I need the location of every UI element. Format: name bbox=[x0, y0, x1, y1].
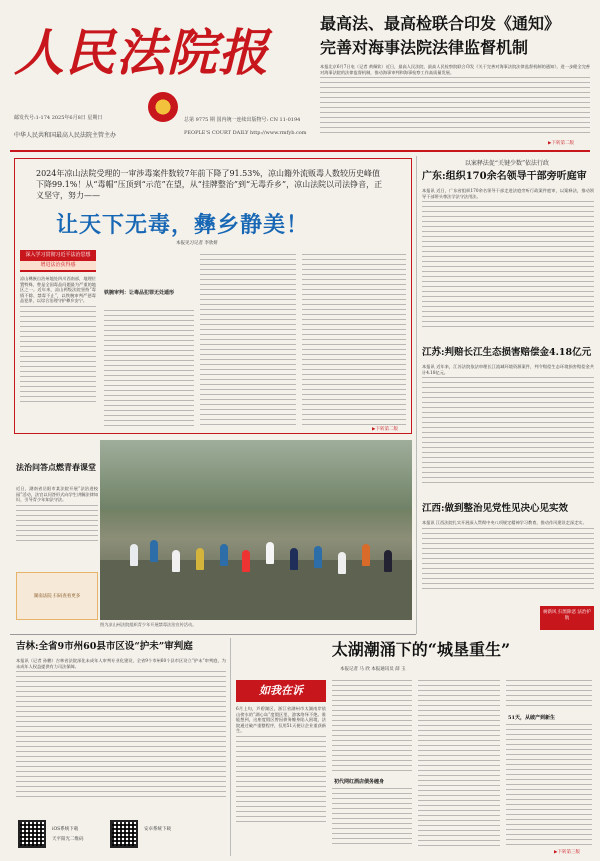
taihu-badge-text: 如我在诉 bbox=[259, 684, 303, 697]
photo-person bbox=[242, 550, 250, 572]
taihu-text: 6月上旬，芦碧湖区，浙江省湖州市太湖南岸依山傍水的“湖心岛”度假区里，游客络绎不绝。谁能想到，这座度假区曾因债务缠身陷入困境，法院通过破产重整程序，仅用51天便让企业重获新生。 bbox=[236, 706, 326, 734]
taihu-column-2b bbox=[332, 788, 412, 848]
lead-subhead: 铁腕审判：让毒品犯罪无处遁形 bbox=[104, 290, 175, 296]
side-box-text: 近日，湖南省岳阳市某法院开展“法治进校园”活动，法官以问答形式向学生讲解法律知识，引导青少年知法守法。 bbox=[16, 486, 98, 503]
red-label-text: 深入学习贯彻习近平法治思想 bbox=[25, 252, 91, 258]
top-headline-2: 完善对海事法院法律监督机制 bbox=[320, 38, 529, 57]
photo-person bbox=[384, 550, 392, 572]
photo-person bbox=[150, 540, 158, 562]
photo-person bbox=[314, 546, 322, 568]
photo-person bbox=[220, 544, 228, 566]
ad-banner-text: 树新风 扫黑除恶 法治护航 bbox=[543, 610, 591, 621]
taihu-column-2 bbox=[332, 680, 412, 772]
lead-column-3 bbox=[200, 254, 296, 428]
issue-info: 邮发代号:1-174 2025年6月8日 星期日 bbox=[14, 115, 103, 121]
side-box-body bbox=[16, 486, 98, 566]
app-label-sun: 天平阳光二维码 bbox=[52, 837, 84, 842]
red-label-text-2: 增进法治获得感 bbox=[20, 261, 96, 270]
side-box-footer bbox=[16, 572, 98, 620]
photo-caption: 图为凉山州法院组织青少年开展禁毒法治宣传活动。 bbox=[100, 622, 197, 627]
lead-body bbox=[20, 276, 96, 426]
jiangxi-headline: 江西:做到整治见党性见决心见实效 bbox=[422, 503, 569, 514]
jiangxi-body bbox=[422, 520, 594, 604]
taihu-subhead-2: 51天，从破产到新生 bbox=[508, 715, 555, 721]
photo-person bbox=[362, 544, 370, 566]
masthead-title: 人民法院报 bbox=[14, 23, 269, 82]
photo-person bbox=[338, 552, 346, 574]
taihu-badge bbox=[236, 680, 326, 702]
side-box-footer-text: 湖南法院 扫码查看更多 bbox=[33, 594, 81, 599]
photo-person bbox=[130, 544, 138, 566]
jilin-headline: 吉林:全省9市州60县市区设“护未”审判庭 bbox=[16, 641, 193, 652]
sponsor-line: 中华人民共和国最高人民法院主管主办 bbox=[14, 132, 117, 139]
lead-byline: 本报见习记者 李欣妍 bbox=[176, 241, 218, 246]
jiangxi-text: 本报讯 江西法院扎实开展深入贯彻中央八项规定精神学习教育，推动作风建设走深走实。 bbox=[422, 520, 587, 525]
column-divider bbox=[416, 156, 417, 634]
qr-code-ios[interactable] bbox=[18, 820, 46, 848]
jilin-text: 本报讯（记者 孙鹏）吉林省法院深化未成年人审判专业化建设，全省9个市州60个县市区设立“护未”审判庭，为未成年人权益提供有力司法保障。 bbox=[16, 658, 226, 669]
jilin-body bbox=[16, 658, 226, 814]
photo-person bbox=[290, 548, 298, 570]
jiangsu-text: 本报讯 近年来，江苏法院依法审理长江流域环境资源案件，判令赔偿生态环境损害赔偿金共计4.18亿元。 bbox=[422, 364, 594, 375]
right-tag: 以案释法促“关键少数”依法行政 bbox=[464, 160, 550, 167]
lead-intro: 2024年凉山法院受理的一审涉毒案件数较7年前下降了91.53%，凉山籍外流贩毒人数较历史峰值下降99.1%！从“毒帽”压顶到“示范”在望，从“挂牌整治”到“无毒乔乡”，凉山法院以司法铮音，正义坚守，努力—— bbox=[36, 169, 383, 200]
guangdong-text: 本报讯 近日，广东省组织170余名领导干部走进法庭旁听行政案件庭审，以案释法，推动领导干部带头尊法学法守法用法。 bbox=[422, 188, 594, 199]
taihu-body bbox=[236, 706, 326, 846]
section-rule bbox=[10, 634, 416, 635]
photo-person bbox=[266, 542, 274, 564]
taihu-column-4 bbox=[506, 680, 592, 710]
court-emblem bbox=[148, 92, 178, 122]
jiangsu-body bbox=[422, 364, 594, 494]
jiangsu-headline: 江苏:判赔长江生态损害赔偿金4.18亿元 bbox=[422, 347, 592, 358]
app-label-ios: iOS系统下载 bbox=[52, 827, 79, 832]
taihu-column-4b bbox=[506, 724, 592, 848]
taihu-subhead-1: 初代网红酒店债务缠身 bbox=[334, 779, 385, 785]
side-box-title: 法治问答点燃青春课堂 bbox=[16, 462, 96, 472]
red-label bbox=[20, 250, 96, 272]
masthead-rule bbox=[10, 150, 590, 152]
photo-person bbox=[196, 548, 204, 570]
top-story-text: 本报北京6月7日电（记者 黄佩钦）近日，最高人民法院、最高人民检察院联合印发《关于完善对海事法院法律监督机制的通知》，进一步健全完善对海事法院的法律监督机制，推动海事审判和海事检察工作高质量发展。 bbox=[320, 64, 590, 75]
taihu-byline: 本报记者 马 欣 本报通讯员 薛 玉 bbox=[340, 667, 406, 672]
top-story-body bbox=[320, 64, 590, 146]
app-label-android: 安卓系统下载 bbox=[144, 827, 171, 832]
guangdong-headline: 广东:组织170余名领导干部旁听庭审 bbox=[422, 171, 587, 182]
masthead-logo bbox=[14, 22, 274, 84]
ad-banner bbox=[540, 606, 594, 630]
top-headline-1: 最高法、最高检联合印发《通知》 bbox=[320, 14, 561, 33]
taihu-headline: 太湖潮涌下的“城垦重生” bbox=[331, 640, 511, 659]
lead-photo bbox=[100, 440, 412, 620]
lead-turn[interactable]: ▶下转第二版 bbox=[372, 427, 398, 432]
lead-body-text: 凉山彝族自治州地处四川西南部，地理位置特殊，曾是全国毒品问题最为严重的地区之一。近年来，凉山两级法院坚持“毒情不除、禁毒不止”，以铁腕审判严惩毒品犯罪，以综合治理守护彝乡安宁。 bbox=[20, 276, 96, 304]
photo-person bbox=[172, 550, 180, 572]
qr-code-android[interactable] bbox=[110, 820, 138, 848]
lead-column-4 bbox=[302, 254, 406, 426]
taihu-turn[interactable]: ▶下转第三版 bbox=[554, 850, 580, 855]
photo-ground bbox=[100, 560, 412, 620]
lead-headline: 让天下无毒，彝乡静美！ bbox=[56, 212, 310, 238]
guangdong-body bbox=[422, 188, 594, 338]
lead-column-2 bbox=[104, 310, 194, 428]
photo-mountains bbox=[100, 440, 412, 510]
english-name: PEOPLE'S COURT DAILY http://www.rmfyb.com bbox=[184, 130, 307, 136]
column-divider-bottom bbox=[230, 638, 231, 856]
serial-number: 总第 9775 期 国内统一连续出版物号: CN 11-0194 bbox=[184, 117, 301, 123]
taihu-column-3 bbox=[418, 680, 500, 848]
top-story-turn[interactable]: ▶下转第二版 bbox=[548, 141, 574, 146]
